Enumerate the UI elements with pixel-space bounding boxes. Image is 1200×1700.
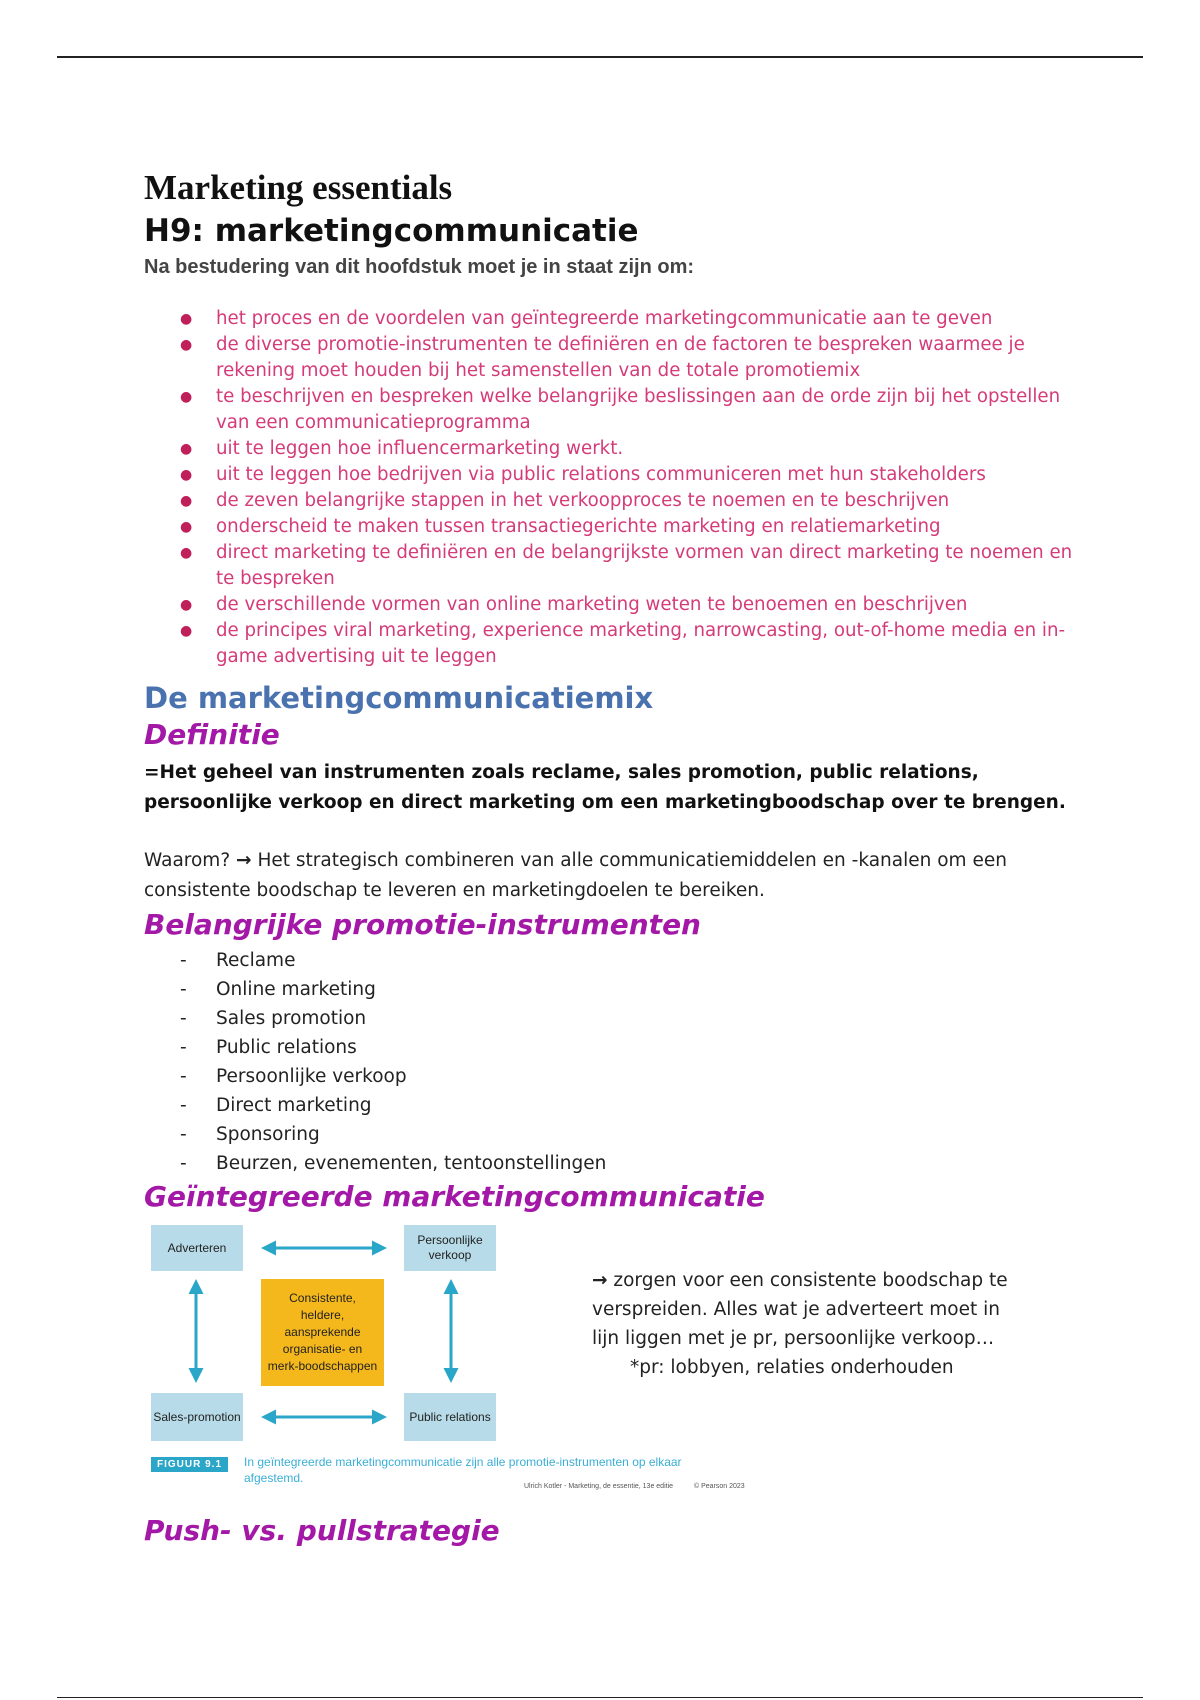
instrument-item: - Beurzen, evenementen, tentoonstellingen <box>180 1153 607 1174</box>
bullet-icon: ● <box>180 389 193 405</box>
bullet-icon: ● <box>180 441 193 457</box>
learning-goals-intro: Na bestudering van dit hoofdstuk moet je in staat zijn om: <box>144 256 695 278</box>
right-arrow-icon: → <box>236 850 252 871</box>
figure-copyright: © Pearson 2023 <box>694 1483 745 1490</box>
definition-text: =Het geheel van instrumenten zoals reclame, sales promotion, public relations, persoonlijke verkoop en direct marketing om een marketingboodschap over te brengen. <box>144 762 1066 813</box>
figure-center-message: Consistente, heldere, aansprekende organisatie- en merk-boodschappen <box>261 1279 384 1386</box>
learning-goal-item: ● het proces en de voordelen van geïntegreerde marketingcommunicatie aan te geven <box>144 306 1074 332</box>
figure-note-main: → zorgen voor een consistente boodschap te verspreiden. Alles wat je adverteert moet in lijn liggen met je pr, persoonlijke verkoop… <box>592 1270 1008 1349</box>
right-arrow-icon: → <box>592 1270 608 1291</box>
learning-goal-item: ● te beschrijven en bespreken welke belangrijke beslissingen aan de orde zijn bij het opstellen van een communicatieprogramma <box>180 386 1061 433</box>
chapter-title: H9: marketingcommunicatie <box>144 213 639 249</box>
learning-goal-item: ● uit te leggen hoe influencermarketing werkt. <box>144 436 1074 462</box>
learning-goal-item: ● de diverse promotie-instrumenten te definiëren en de factoren te bespreken waarmee je rekening moet houden bij het samenstellen van de totale promotiemix <box>180 334 1025 381</box>
instrument-item: - Sales promotion <box>180 1008 367 1029</box>
subheading-instruments: Belangrijke promotie-instrumenten <box>144 908 701 941</box>
footer-rule <box>57 1697 1143 1698</box>
learning-goal-item: ● uit te leggen hoe bedrijven via public relations communiceren met hun stakeholders <box>144 462 1074 488</box>
bullet-icon: ● <box>180 519 193 535</box>
bullet-icon: ● <box>180 493 193 509</box>
header-rule <box>57 56 1143 58</box>
figure-sub-note: *pr: lobbyen, relaties onderhouden <box>630 1357 954 1378</box>
figure-box-personal-selling: Persoonlijke verkoop <box>404 1225 496 1271</box>
subheading-push-pull: Push- vs. pullstrategie <box>144 1514 500 1547</box>
figure-box-public-relations: Public relations <box>404 1393 496 1441</box>
subheading-definition: Definitie <box>144 718 280 751</box>
bullet-icon: ● <box>180 597 193 613</box>
learning-goal-item: ● de principes viral marketing, experience marketing, narrowcasting, out-of-home media en in-game advertising uit te leggen <box>180 620 1066 667</box>
subheading-integrated: Geïntegreerde marketingcommunicatie <box>144 1180 765 1213</box>
figure-label: FIGUUR 9.1 <box>151 1457 228 1472</box>
learning-goal-item: ● de zeven belangrijke stappen in het verkoopproces te noemen en te beschrijven <box>144 488 1074 514</box>
figure-note <box>592 1266 1032 1382</box>
instrument-item: - Persoonlijke verkoop <box>180 1066 407 1087</box>
learning-goal-item: ● de verschillende vormen van online marketing weten te benoemen en beschrijven <box>144 592 1074 618</box>
why-label: Waarom? <box>144 850 231 871</box>
learning-goal-item: ● onderscheid te maken tussen transactiegerichte marketing en relatiemarketing <box>144 514 1074 540</box>
figure-box-sales-promotion: Sales-promotion <box>151 1393 243 1441</box>
instrument-item: - Sponsoring <box>180 1124 320 1145</box>
instruments-list <box>144 946 1074 1178</box>
figure-box-advertising: Adverteren <box>151 1225 243 1271</box>
document-title: Marketing essentials <box>144 168 453 207</box>
bullet-icon: ● <box>180 467 193 483</box>
instrument-item: - Online marketing <box>180 979 376 1000</box>
instrument-item: - Public relations <box>180 1037 357 1058</box>
instrument-item: - Direct marketing <box>180 1095 372 1116</box>
why-text: Het strategisch combineren van alle communicatiemiddelen en -kanalen om een consistente boodschap te leveren en marketingdoelen te bereiken. <box>144 850 1007 901</box>
bullet-icon: ● <box>180 545 193 561</box>
imc-figure <box>144 1220 1074 1510</box>
document-body <box>144 166 1074 1550</box>
section-heading-mix: De marketingcommunicatiemix <box>144 681 654 715</box>
bullet-icon: ● <box>180 623 193 639</box>
bullet-icon: ● <box>180 337 193 353</box>
figure-caption: In geïntegreerde marketingcommunicatie zijn alle promotie-instrumenten op elkaar afgestemd. <box>244 1455 682 1485</box>
figure-credit: Ulrich Kotler - Marketing, de essentie, 13e editie <box>524 1483 674 1490</box>
learning-goals-list <box>144 306 1074 670</box>
learning-goal-item: ● direct marketing te definiëren en de belangrijkste vormen van direct marketing te noemen en te bespreken <box>180 542 1073 589</box>
why-paragraph <box>144 846 1074 906</box>
instrument-item: - Reclame <box>180 950 296 971</box>
bullet-icon: ● <box>180 311 193 327</box>
